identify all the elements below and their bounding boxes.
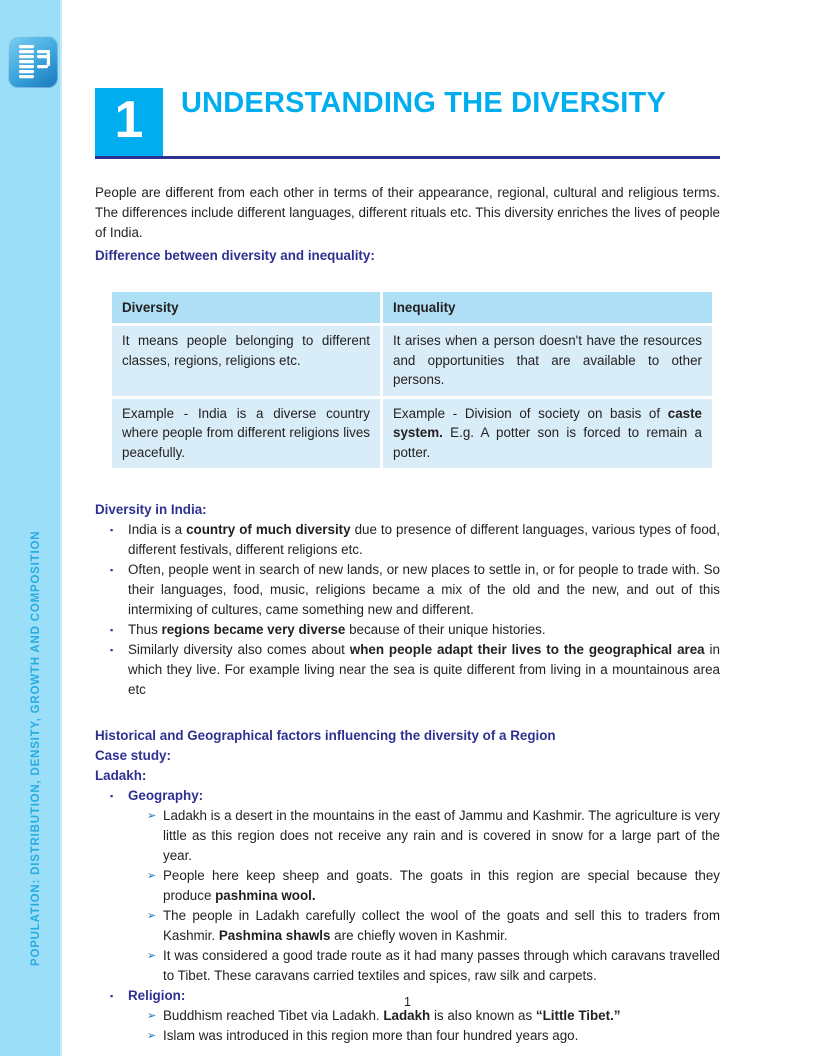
arrow-bullet-icon: ➢ bbox=[147, 810, 157, 822]
bullet-square-icon: ▪ bbox=[110, 525, 114, 535]
arrow-bullet-icon: ➢ bbox=[147, 1010, 157, 1022]
heading-historical-geographical: Historical and Geographical factors influencing the diversity of a Region bbox=[95, 728, 556, 743]
chapter-number-box bbox=[95, 88, 163, 156]
list-item bbox=[95, 560, 720, 620]
list-item-geography bbox=[95, 786, 720, 806]
sidebar-band bbox=[0, 0, 62, 1056]
publisher-logo-icon bbox=[8, 36, 58, 88]
sub-item-text: It was considered a good trade route as it had many passes through which caravans travelled to Tibet. These caravans carried textiles and spices, raw silk and carpets. bbox=[163, 948, 720, 983]
religion-label: Religion: bbox=[128, 988, 186, 1003]
sub-list-item bbox=[95, 1026, 720, 1046]
sub-list-item bbox=[95, 906, 720, 946]
bullet-square-icon: ▪ bbox=[110, 625, 114, 635]
sub-list-item bbox=[95, 1006, 720, 1026]
list-item-text: Thus regions became very diverse because of their unique histories. bbox=[128, 622, 546, 637]
page-title: UNDERSTANDING THE DIVERSITY bbox=[181, 87, 667, 119]
arrow-bullet-icon: ➢ bbox=[147, 910, 157, 922]
page-number: 1 bbox=[404, 995, 411, 1009]
sub-item-text: People here keep sheep and goats. The goats in this region are special because they produce pashmina wool. bbox=[163, 868, 720, 903]
title-underline bbox=[95, 156, 720, 159]
table-cell: It means people belonging to different classes, regions, religions etc. bbox=[112, 326, 380, 396]
bullet-square-icon: ▪ bbox=[110, 991, 114, 1001]
list-item bbox=[95, 640, 720, 700]
table-header-diversity: Diversity bbox=[112, 292, 380, 323]
sub-list-item bbox=[95, 866, 720, 906]
list-item bbox=[95, 620, 720, 640]
table-cell: Example - India is a diverse country where people from different religions lives peacefully. bbox=[112, 399, 380, 469]
table-cell: It arises when a person doesn't have the resources and opportunities that are available to other persons. bbox=[383, 326, 712, 396]
geography-label: Geography: bbox=[128, 788, 204, 803]
sub-item-text: Ladakh is a desert in the mountains in the east of Jammu and Kashmir. The agriculture is very little as this region does not receive any rain and is covered in snow for a large part of the year. bbox=[163, 808, 720, 863]
content-column bbox=[95, 183, 720, 1046]
label-case-study: Case study: bbox=[95, 748, 171, 763]
list-item-text: India is a country of much diversity due to presence of different languages, various types of food, different festivals, different religions etc. bbox=[128, 522, 720, 557]
heading-difference: Difference between diversity and inequality: bbox=[95, 248, 375, 263]
list-item-text: Often, people went in search of new lands, or new places to settle in, or for people to trade with. So their languages, food, music, religions became a mix of the old and the new, and out of this intermixing of cultures, came something new and different. bbox=[128, 562, 720, 617]
label-ladakh: Ladakh: bbox=[95, 768, 147, 783]
intro-paragraph: People are different from each other in terms of their appearance, regional, cultural and religious terms. The differences include different languages, different rituals etc. This diversity enriches the lives of people of India. bbox=[95, 185, 720, 240]
bullet-square-icon: ▪ bbox=[110, 645, 114, 655]
table-cell: Example - Division of society on basis of caste system. E.g. A potter son is forced to remain a potter. bbox=[383, 399, 712, 469]
sub-item-text: Buddhism reached Tibet via Ladakh. Ladakh is also known as “Little Tibet.” bbox=[163, 1008, 621, 1023]
arrow-bullet-icon: ➢ bbox=[147, 950, 157, 962]
arrow-bullet-icon: ➢ bbox=[147, 1030, 157, 1042]
list-item-text: Similarly diversity also comes about when people adapt their lives to the geographical area in which they live. For example living near the sea is quite different from living in a mountainous area etc bbox=[128, 642, 720, 697]
chapter-number: 1 bbox=[114, 91, 144, 149]
sub-list-item bbox=[95, 806, 720, 866]
table-header-inequality: Inequality bbox=[383, 292, 712, 323]
diversity-inequality-table bbox=[112, 292, 712, 468]
heading-diversity-in-india: Diversity in India: bbox=[95, 502, 207, 517]
arrow-bullet-icon: ➢ bbox=[147, 870, 157, 882]
list-item bbox=[95, 520, 720, 560]
bullet-square-icon: ▪ bbox=[110, 791, 114, 801]
logo-p-bars-icon bbox=[8, 36, 58, 88]
sub-list-item bbox=[95, 946, 720, 986]
bullet-square-icon: ▪ bbox=[110, 565, 114, 575]
sidebar-vertical-title: POPULATION: DISTRIBUTION, DENSITY, GROWTH AND COMPOSITION bbox=[30, 530, 42, 966]
sub-item-text: The people in Ladakh carefully collect the wool of the goats and sell this to traders from Kashmir. Pashmina shawls are chiefly woven in Kashmir. bbox=[163, 908, 720, 943]
sub-item-text: Islam was introduced in this region more than four hundred years ago. bbox=[163, 1028, 579, 1043]
